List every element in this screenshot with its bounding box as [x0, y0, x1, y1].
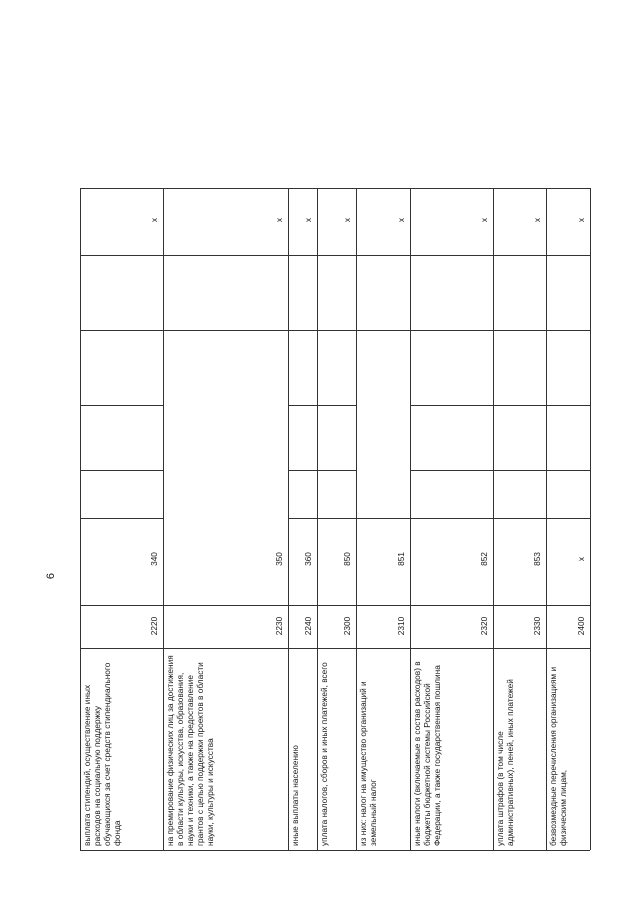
- row-label: иные налоги (включаемые в состав расходов) в бюджеты бюджетной системы Российской Федерации, а также государственная пошлина: [412, 661, 442, 846]
- row-code: 2230: [274, 616, 285, 636]
- row-last-value: x: [396, 217, 407, 223]
- table-grid-line: [288, 188, 289, 850]
- row-last-value: x: [274, 217, 285, 223]
- table-grid-line: [356, 188, 357, 850]
- table-grid-line: [546, 188, 547, 850]
- row-code: 2320: [479, 616, 490, 636]
- table-grid-line: [80, 330, 590, 331]
- row-code: 2240: [303, 616, 314, 636]
- row-last-value: x: [149, 217, 160, 223]
- table-grid-line: [288, 470, 356, 471]
- table-grid-line: [80, 255, 590, 256]
- table-grid-line: [80, 470, 163, 471]
- table-grid-line: [410, 188, 411, 850]
- row-code: 2400: [576, 616, 587, 636]
- row-label: уплата налогов, сборов и иных платежей, всего: [319, 662, 329, 846]
- table-grid-line: [80, 648, 590, 649]
- row-kbk: 853: [532, 552, 543, 566]
- row-kbk: 852: [479, 552, 490, 566]
- table-grid-line: [410, 405, 590, 406]
- row-label: безвозмездные перечисления организациям и физическим лицам,: [548, 666, 568, 846]
- row-kbk: 350: [274, 552, 285, 566]
- row-code: 2300: [342, 616, 353, 636]
- row-label: уплата штрафов (в том числе административных), пеней, иных платежей: [495, 679, 515, 846]
- row-kbk: 340: [149, 552, 160, 566]
- row-kbk: x: [576, 556, 587, 562]
- table-grid-line: [288, 405, 356, 406]
- row-label: из них: налог на имущество организаций и земельный налог: [358, 681, 378, 846]
- row-label: на премирование физических лиц за достижения в области культуры, искусства, образования, науки и техники, а также на предоставление грантов с целью поддержки проектов в области науки, культуры и искусства: [165, 655, 215, 846]
- row-last-value: x: [532, 217, 543, 223]
- row-kbk: 360: [303, 552, 314, 566]
- row-code: 2310: [396, 616, 407, 636]
- table-grid-line: [410, 470, 590, 471]
- table-grid-line: [590, 188, 591, 850]
- row-kbk: 851: [396, 552, 407, 566]
- table-grid-line: [493, 188, 494, 850]
- table-grid-line: [80, 405, 163, 406]
- row-code: 2330: [532, 616, 543, 636]
- page-number: 6: [45, 572, 57, 580]
- table-grid-line: [317, 188, 318, 850]
- row-label: выплата стипендий, осуществление иных расходов на социальную поддержку обучающихся за счет средств стипендиального фонда: [82, 662, 122, 846]
- row-code: 2220: [149, 616, 160, 636]
- table-grid-line: [163, 188, 164, 850]
- table-grid-line: [80, 850, 590, 851]
- row-last-value: x: [342, 217, 353, 223]
- row-label: иные выплаты населению: [290, 745, 300, 846]
- table-grid-line: [80, 188, 81, 850]
- row-last-value: x: [479, 217, 490, 223]
- row-kbk: 850: [342, 552, 353, 566]
- row-last-value: x: [303, 217, 314, 223]
- row-last-value: x: [576, 217, 587, 223]
